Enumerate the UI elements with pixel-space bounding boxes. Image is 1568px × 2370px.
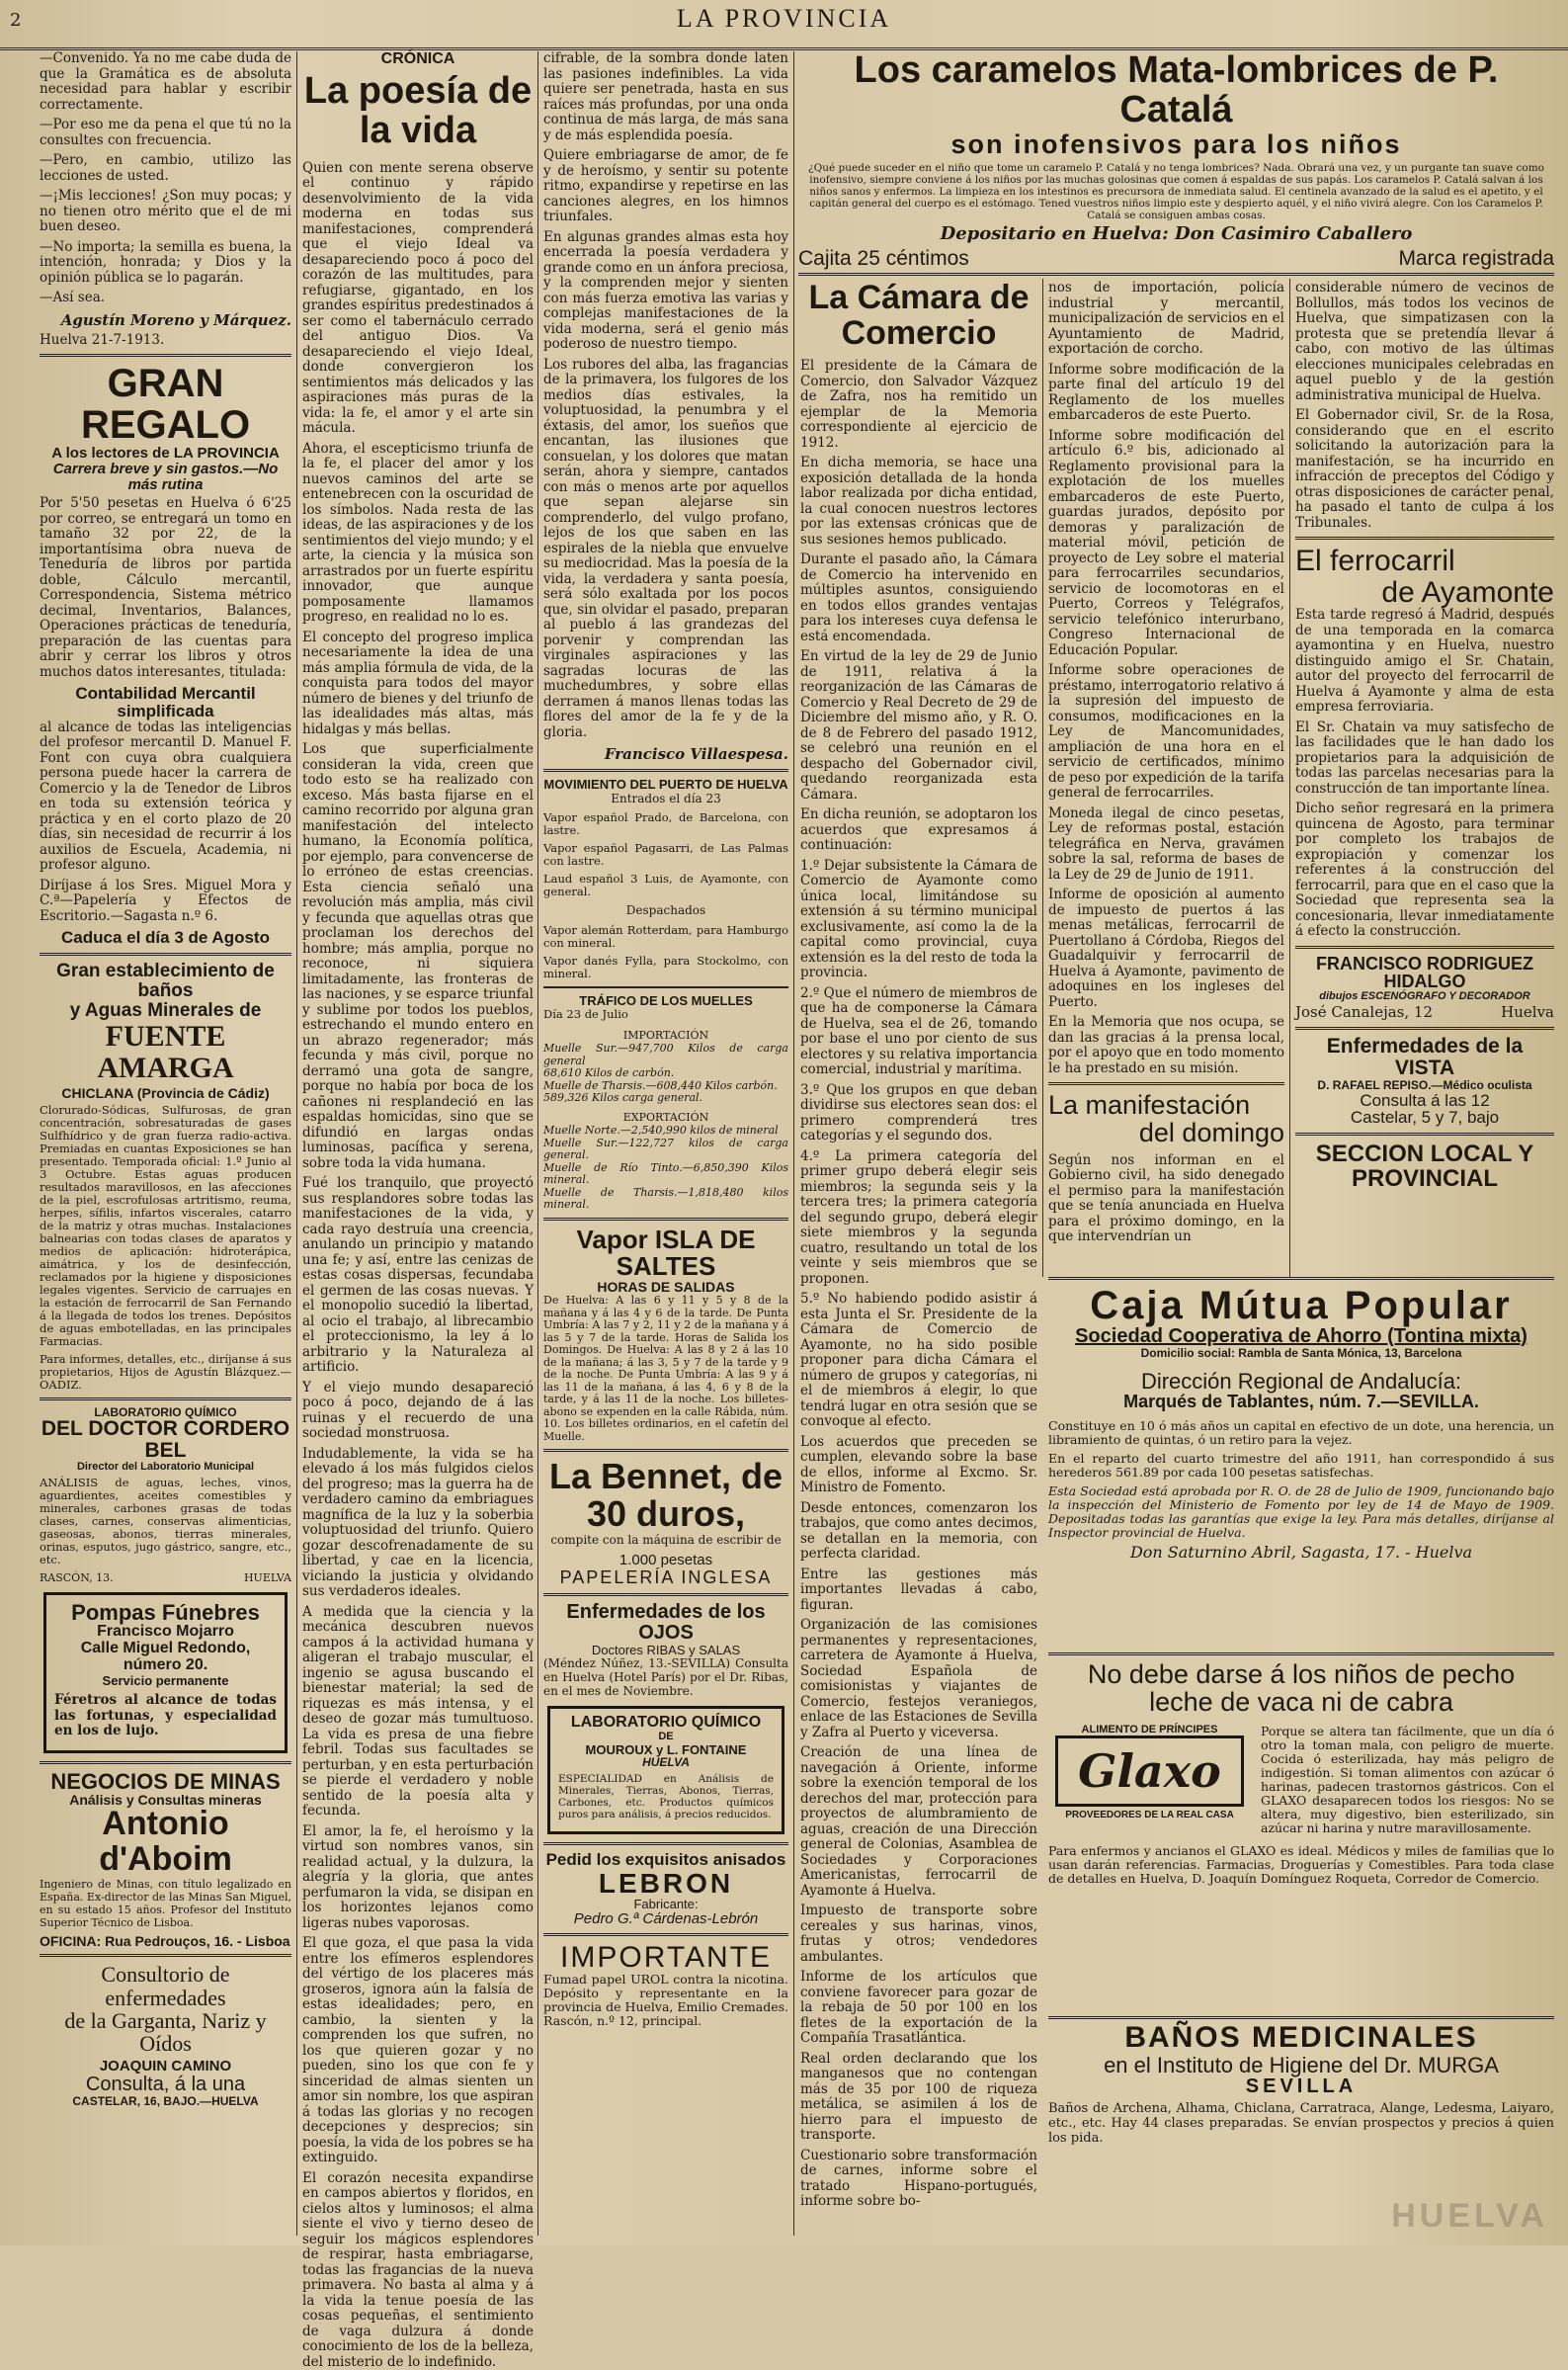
- ad-subtitle: en el Instituto de Higiene del Dr. MURGA: [1104, 2052, 1499, 2077]
- ad-title: NEGOCIOS DE MINAS: [50, 1768, 281, 1794]
- article-title: La poesía de la vida: [303, 69, 533, 151]
- paragraph: En dicha memoria, se hace una exposición detallada de la honda labor realizada por dicha entidad, la cual conocen nuestros lectores por las extensas crónicas que de sus sesiones hemos publicado.: [800, 455, 1037, 548]
- list-item: Vapor danés Fylla, para Stockolmo, con mineral.: [543, 953, 788, 980]
- ad-doctor: D. RAFAEL REPISO.—Médico oculista: [1317, 1077, 1532, 1092]
- divider: [1048, 2016, 1554, 2019]
- minas-ad: [40, 1770, 291, 1949]
- subsection-label: Despachados: [625, 903, 706, 918]
- list-item: Vapor alemán Rotterdam, para Hamburgo con mineral.: [543, 922, 788, 950]
- column-1: [40, 51, 291, 2236]
- divider: [1048, 1277, 1554, 1280]
- divider: [543, 1593, 788, 1596]
- glaxo-logo: Glaxo: [1055, 1735, 1244, 1807]
- ad-title: FRANCISCO RODRIGUEZ HIDALGO: [1316, 953, 1533, 992]
- ojos-ad: [543, 1602, 788, 1699]
- ad-body: ¿Qué puede suceder en el niño que tome un caramelo P. Catalá y no tenga lombrices? Nada. Obrará una vez, y un purgante tan suave como inofensivo, siempre conviene á los niños por las muchas golosinas que comen á espaldas de sus papás. Los caramelos P. Catalá salvan á los niños sanos y enfermos. La limpieza en los intestinos es precursora de inmediata salud. El centinela avanzado de la salud es el apetito, y el capitán general del cuerpo es el estómago. Tened vuestros niños limpio este y despierto aquél, y el niño vivirá alegre. Con los Caramelos P. Catalá se consiguen ambas cosas.: [807, 162, 1545, 222]
- ad-title: Enfermedades de los OJOS: [566, 1600, 766, 1644]
- column-rule: [793, 51, 794, 2236]
- column-2: [302, 50, 534, 2370]
- list-item: Muelle de Tharsis.—608,440 Kilos carbón.: [543, 1078, 778, 1092]
- ad-body: ANÁLISIS de aguas, leches, vinos, aguardientes, aceites comestibles y minerales, carbones grasas de todas clases, carnes, conservas alimenticias, gaseosas, abonos, tierras minerales, orinas, esputos, jugo gástrico, sangre, etc., etc.: [40, 1476, 291, 1567]
- divider: [543, 769, 788, 772]
- divider: [1048, 1652, 1554, 1655]
- paragraph: Informe sobre operaciones de préstamo, interrogatorio relativo á la supresión del impuesto de consumos, modificaciones en la Ley de Mancomunidades, ampliación de una hora en el servicio de certificados, mínimo de peso por expedición de la tarifa general de ferrocarriles.: [1048, 662, 1284, 801]
- ad-office: OFICINA: Rua Pedrouços, 16. - Lisboa: [40, 1932, 290, 1949]
- book-title: Contabilidad Mercantil simplificada: [75, 684, 256, 721]
- ad-subtitle: A los lectores de LA PROVINCIA: [51, 445, 280, 462]
- ad-shop: PAPELERÍA INGLESA: [559, 1566, 773, 1587]
- ad-label: ALIMENTO DE PRÍNCIPES: [1081, 1723, 1218, 1735]
- paragraph: Fué los tranquilo, que proyectó sus resplandores sobre todas las manifestaciones de la vida, y cada rayo destruía una creencia, anulando un principio y matando una fe; y así, entre las cenizas de estas cosas dispersas, fecundaba el germen de las cosas nuevas. Y el monopolio sucedió la libertad, al ocio el trabajo, al librecambio el proteccionismo, la ley á lo arbitrario y la Naturaleza al artificio.: [302, 1175, 534, 1376]
- ad-title: de la Garganta, Nariz y Oídos: [64, 2007, 267, 2056]
- ad-title: y Aguas Minerales de: [69, 1000, 262, 1022]
- ad-address: José Canalejas, 12: [1295, 1002, 1433, 1021]
- letter-line: —¡Mis lecciones! ¿Son muy pocas; y no tienen otro mérito que el de mi buen deseo.: [40, 188, 291, 234]
- ad-subtitle: son inofensivos para los niños: [950, 128, 1402, 159]
- ad-price: 1.000 pesetas: [619, 1552, 713, 1569]
- ad-title: Enfermedades de la VISTA: [1326, 1034, 1524, 1079]
- ad-price: Cajita 25 céntimos: [798, 246, 969, 270]
- column-rule: [1289, 279, 1290, 1277]
- ad-title: LABORATORIO QUÍMICO: [570, 1714, 762, 1732]
- article-signature: Francisco Villaespesa.: [604, 745, 788, 763]
- ad-body: ESPECIALIDAD en Análisis de Minerales, Tierras, Abonos, Tierras, Carbones, etc. Productos químicos puros para análisis, á precios reducidos.: [558, 1773, 774, 1821]
- list-item: Muelle Sur.—122,727 kilos de carga general.: [543, 1136, 788, 1162]
- paragraph: Informe sobre modificación de la parte final del artículo 19 del Reglamento de los muelles embarcaderos de este Puerto.: [1048, 361, 1284, 423]
- list-item: Vapor español Prado, de Barcelona, con lastre.: [543, 810, 788, 838]
- ad-body: Clorurado-Sódicas, Sulfurosas, de gran concentración, sobresaturadas de gases Sulfhídrico y de gran fuerza radio-activa. Premiadas en cuantas Exposiciones se han presentado. Temporada oficial: 1.º Junio al 3 Octubre. Estas aguas producen resultados maravillosos, en las afecciones de la piel, escrofulosas artritismo, reuma, herpes, sífilis, infartos viscerales, catarro de la matriz y otras muchas. Instalaciones balnearias con todas clases de aparatos y medios de aplicación: hidroterápica, aimátrica, y los de desinfección, reclamados por la higiene y disposiciones legales vigentes. Servicio de carruajes en la estación de ferrocarril de San Fernando á la llegada de todos los trenes. Depósitos de aguas embotelladas, en las principales Farmacias.: [40, 1102, 291, 1348]
- caja-mutua-ad: [1048, 1285, 1554, 1651]
- paragraph: Organización de las comisiones permanentes y representaciones, carretera de Ayamonte á Huelva, Sociedad Española de comisionistas y viajantes de Comercio, festejos veraniegos, enlace de las Estaciones de Sevilla y Zafra al Puerto y viceversa.: [800, 1617, 1037, 1740]
- divider: [1295, 946, 1554, 949]
- list-item: Muelle de Río Tinto.—6,850,390 Kilos mineral.: [543, 1160, 788, 1187]
- list-item: Muelle de Tharsis.—1,818,480 kilos mineral.: [543, 1185, 788, 1212]
- ad-owner: Francisco Mojarro: [97, 1623, 234, 1641]
- list-item: Muelle Sur.—947,700 Kilos de carga general: [543, 1042, 788, 1067]
- ad-body: Constituye en 10 ó más años un capital en efectivo de un dote, una herencia, un libramiento de quintas, ó un retiro para la vejez.: [1048, 1417, 1554, 1447]
- ad-body: De Huelva: A las 6 y 11 y 5 y 8 de la mañana y á las 4 y 6 de la tarde. De Punta Umbría: A las 7 y 2, 11 y 2 de la mañana y á las 5 y 7 de la tarde. Horas de Salida los Domingos. De Huelva: A las 8 y 2 á las 10 de la mañana; á las 3, 5 y 7 de la tarde y 9 de la noche. De Punta Umbría: A las 9 y á las 11 de la mañana, á las 4, 6 y 8 de la tarde, y á las 11 de la noche. Los billetes-abono se expenden en la calle Rábida, núm. 10. Los billetes ordinarios, en el cafetín del Muelle.: [543, 1294, 788, 1443]
- rodriguez-ad: [1295, 955, 1554, 1021]
- laboratorio-cordero-ad: [40, 1406, 291, 1584]
- letter-date: Huelva 21-7-1913.: [40, 331, 165, 348]
- ad-address: Calle Miguel Redondo, número 20.: [80, 1639, 251, 1673]
- ad-place: CHICLANA (Provincia de Cádiz): [61, 1085, 270, 1102]
- glaxo-ad: [1048, 1660, 1554, 2016]
- ad-hours: Consulta, á la una: [85, 2073, 246, 2095]
- fuente-amarga-ad: [40, 962, 291, 1392]
- paragraph: El corazón necesita expandirse en campos abiertos y floridos, en cielos altos y luminosos; el alma siente el vivo y tierno deseo de seguir los mágicos esplendores de respirar, hasta embriagarse, todas las fragancias de la nueva primavera. No basta al alma y á la vida la tenue poesía de las cosas pequeñas, el sentimiento de vaga dulzura á donde conocimiento de los de la belleza, del misterio de lo indefinido.: [302, 2169, 534, 2370]
- divider: [1295, 537, 1554, 540]
- ad-subtitle: Sociedad Cooperativa de Ahorro (Tontina mixta): [1075, 1325, 1527, 1347]
- paragraph: considerable número de vecinos de Bollullos, más todos los vecinos de Huelva, que simpatizasen con la protesta que se pretendía llevar á cabo, con motivo de las últimas elecciones municipales celebradas en aquel pueblo y de la gestión administrativa municipal de Huelva.: [1295, 280, 1554, 403]
- divider: [798, 273, 1554, 276]
- paragraph: Según nos informan en el Gobierno civil, ha sido denegado el permiso para la manifestación que se tenía anunciada en Huelva para el próximo domingo, en la que intervendrían un: [1048, 1151, 1284, 1245]
- ad-names: MOUROUX y L. FONTAINE: [585, 1741, 747, 1757]
- ad-title: DEL DOCTOR CORDERO BEL: [41, 1417, 290, 1463]
- paragraph: Quien con mente serena observe el continuo y rápido desenvolvimiento de la vida moderna en todas sus manifestaciones, comprenderá que el viejo Ideal va desapareciendo poco á poco del corazón de las multitudes, para refugiarse, gigantado, en los grandes espíritus predestinados á ser como el tabernáculo cerrado del antiguo Dios. Va desapareciendo el viejo Ideal, donde convergieron los sentimientos más delicados y las aspiraciones más puras de la vida: la fe, el amor y el arte sin mácula.: [302, 159, 534, 437]
- paragraph: El presidente de la Cámara de Comercio, don Salvador Vázquez de Zafra, nos ha remitido un ejemplar de la Memoria correspondiente al ejercicio de 1912.: [800, 358, 1037, 451]
- ad-title: Gran establecimiento de baños: [56, 961, 275, 1002]
- ad-body: (Méndez Núñez, 13.-SEVILLA) Consulta en Huelva (Hotel París) por el Dr. Ribas, en el mes de Noviembre.: [543, 1656, 788, 1699]
- column-4: [800, 281, 1037, 2238]
- ad-body: En el reparto del cuarto trimestre del año 1911, han correspondido á sus herederos 561.89 por cada 100 pesetas satisfechas.: [1048, 1450, 1554, 1480]
- column-5: [1048, 281, 1284, 1274]
- paragraph: Indudablemente, la vida se ha elevado á los más fulgidos cielos del progreso; mas la guerra ha de verdadero camino da embriagues magnífica de la luz y la soberbia voluptuosidad del triunfo. Quiero gozar descofrenadamente de su libertad, y cae en la licencia, viciando la justicia y olvidando sus verdaderos ideales.: [302, 1445, 534, 1600]
- divider: [543, 1933, 788, 1936]
- paragraph: Los que superficialmente consideran la vida, creen que todo esto se ha realizado con exceso. Más basta fijarse en el camino recorrido por alguna gran manifestación del intelecto humano, la Economía política, por ejemplo, para convencerse de lo erróneo de estas creencias. Esta ciencia señaló una revolución más amplia, más civil y fecunda que aquellas otras que proclaman los derechos del hombre; más amplia, porque no reconoce, ni siquiera limitadamente, las fronteras de las naciones, y se esparce triunfal y sublime por todos los pueblos, estrechando el mundo entero en un abrazo regenerador; más fecunda y más civil, porque no derramó una gota de sangre, porque no había por boca de los cañones ni resplandeció en las espaldas homicidas, sino que se difundió en largas ondas luminosas, pacífica y serena, sobre toda la vida humana.: [302, 741, 534, 1171]
- ad-doctor: JOAQUIN CAMINO: [99, 2057, 232, 2074]
- paragraph: Los rubores del alba, las fragancias de la primavera, los fulgores de los medios días estivales, la voluptuosidad, la penumbra y el éxtasis, del amor, los sueños que encantan, las ilusiones que consuelan, y los dolores que matan serán, ahora y siempre, cantados con más o menos arte por aquellos que sepan alejarse sin comprenderlo, del vulgo profano, lejos de los que saben en las espirales de la niebla que envuelve su mediocridad. Mas la poesía de la vida, la verdadera y santa poesía, será sólo exaltada por los pocos que, sin olvidar el pasado, preparan al pueblo á las grandezas del porvenir y comprendan las virginales aspiraciones y las sagradas locuras de las muchedumbres, y sobre ellas derramen á manos llenas todas las flores del amor de la fe y de la gloria.: [543, 356, 788, 740]
- paragraph: nos de importación, policía industrial y mercantil, municipalización de servicios en el Ayuntamiento de Madrid, exportación de corcho.: [1048, 280, 1284, 357]
- caramelos-ad: [798, 51, 1554, 271]
- ad-subtitle: compite con la máquina de escribir de: [550, 1532, 782, 1547]
- ad-title: Caja Mútua Popular: [1090, 1284, 1513, 1327]
- puerto-section: [543, 778, 788, 1212]
- ad-city: SEVILLA: [1245, 2074, 1358, 2097]
- ad-subtitle: Análisis y Consultas mineras: [69, 1791, 262, 1808]
- ad-body: Porque se altera tan fácilmente, que un día ó otro la toman mala, con peligro de muerte. Cocida ó esterilizada, hay más peligro de indigestión. Si toman alimentos con azúcar ó harinas, padecen trastornos gástricos. Con el GLAXO desaparecen todos los riesgos: No se altera, muy digestivo, bien esterilizado, sin azúcar ni harina y nutre maravillosamente.: [1261, 1723, 1554, 1835]
- paragraph: 2.º Que el número de miembros de que ha de componerse la Cámara de Huelva, sea el de 26, tomando por base el uno por ciento de sus electores y su relativa importancia comercial, industrial y marítima.: [800, 984, 1037, 1078]
- paragraph: Informe de los artículos que conviene favorecer para gozar de la rebaja de 50 por 100 en los fletes de la exportación de la Compañía Trasatlántica.: [800, 1969, 1037, 2047]
- list-item: 589,326 Kilos carga general.: [543, 1091, 703, 1105]
- paragraph: En virtud de la ley de 29 de Junio de 1911, relativa á la reorganización de las Cámaras de Comercio y Real Decreto de 29 de Diciembre del mismo año, y R. O. de 8 de Febrero del pasado 1912, se celebró una reunión en el despacho del Gobernador civil, quedando reorganizada esta Cámara.: [800, 648, 1037, 803]
- subsection-label: Entrados el día 23: [611, 791, 721, 805]
- paragraph: Entre las gestiones más importantes llevadas á cabo, figuran.: [800, 1566, 1037, 1613]
- paragraph: Real orden declarando que los manganesos que no contengan más de 35 por 100 de riqueza metálica, se asimilen á los de hierro para el impuesto de transporte.: [800, 2050, 1037, 2144]
- consultorio-ad: [40, 1963, 291, 2107]
- article-body: [302, 161, 534, 2370]
- ad-title: GRAN REGALO: [80, 362, 251, 447]
- paragraph: Los acuerdos que preceden se cumplen, elevando sobre la base de ellos, informe al Excmo. Sr. Ministro de Fomento.: [800, 1433, 1037, 1496]
- divider: [1295, 1133, 1554, 1136]
- column-rule: [1042, 279, 1043, 1277]
- ad-address: Castelar, 5 y 7, bajo: [1350, 1108, 1500, 1128]
- section-title: MOVIMIENTO DEL PUERTO DE HUELVA: [543, 777, 788, 792]
- letter-line: —Así sea.: [40, 290, 106, 305]
- ad-title: BAÑOS MEDICINALES: [1124, 2021, 1478, 2054]
- ad-domicilio: Domicilio social: Rambla de Santa Mónica, 13, Barcelona: [1140, 1346, 1462, 1360]
- ad-body: Baños de Archena, Alhama, Chiclana, Carratraca, Alange, Ledesma, Laiyaro, etc., etc. Hay 44 clases preparadas. Se envían prospectos y precios á quien los pida.: [1048, 2100, 1554, 2146]
- paragraph: 3.º Que los grupos en que deban dividirse sus electores sean dos: el primero comprenderá tres categorías y el segundo dos.: [800, 1081, 1037, 1144]
- section-label: CRÓNICA: [380, 50, 455, 67]
- paragraph: Cuestionario sobre transformación de carnes, informe sobre el tratado Hispano-portugués, informe sobre bo-: [800, 2147, 1037, 2210]
- lebron-ad: [543, 1851, 788, 1927]
- ad-de: DE: [658, 1731, 674, 1743]
- divider: [1295, 1027, 1554, 1030]
- library-stamp: HUELVA: [1391, 2197, 1548, 2235]
- paragraph: Moneda ilegal de cinco pesetas, Ley de reformas postal, estación telegráfica en Nerva, gravámen sobre la sal, reforma de bases de la Ley de 29 de Junio de 1911.: [1048, 804, 1284, 883]
- ad-contact: Diríjase á los Sres. Miguel Mora y C.ª—Papelería y Efectos de Escritorio.—Sagasta n.º 6.: [40, 877, 291, 924]
- ad-expiry: Caduca el día 3 de Agosto: [61, 928, 270, 948]
- ad-subtitle: HORAS DE SALIDAS: [597, 1279, 735, 1296]
- section-date: Día 23 de Julio: [543, 1007, 628, 1022]
- isla-saltes-ad: [543, 1224, 788, 1443]
- article-title: de Ayamonte: [1381, 575, 1554, 609]
- ad-depositario: Depositario en Huelva: Don Casimiro Caballero: [940, 223, 1413, 245]
- ad-title: Los caramelos Mata-lombrices de P. Catalá: [854, 49, 1499, 130]
- divider: [543, 986, 788, 988]
- divider: [40, 1761, 291, 1764]
- ad-name: Antonio d'Aboim: [99, 1805, 232, 1879]
- article-title: La Cámara de Comercio: [808, 279, 1030, 352]
- ad-trademark: Marca registrada: [1398, 246, 1554, 270]
- ad-title: Pompas Fúnebres: [71, 1600, 260, 1626]
- paragraph: En algunas grandes almas esta hoy encerrada la poesía verdadera y grande como en un ánfora preciosa, y la comprenden mejor y sienten con más fuerza emotiva las varias y complejas manifestaciones de la vida moderna, será el genio más poderoso de nuestro tiempo.: [543, 228, 788, 352]
- paragraph: El Gobernador civil, Sr. de la Rosa, considerando que en el escrito solicitando la autorización para la manifestación, se ha incurrido en infracción de preceptos del Código y otras disposiciones de carácter penal, ha pasado el tanto de culpa á los Tribunales.: [1295, 407, 1554, 531]
- ad-inspector: Don Saturnino Abril, Sagasta, 17. - Huelva: [1129, 1542, 1473, 1562]
- ad-body: Féretros al alcance de todas las fortunas, y especialidad en los de lujo.: [54, 1692, 277, 1739]
- letter-line: —Pero, en cambio, utilizo las lecciones de usted.: [40, 152, 291, 184]
- letter-line: —Por eso me da pena el que tú no la consultes con frecuencia.: [40, 117, 291, 148]
- ad-city: Huelva: [1501, 1002, 1554, 1021]
- ad-body: al alcance de todas las inteligencias del profesor mercantil D. Manuel F. Font con cuya obra cualquiera persona puede hacer la carrera de Comercio y la de Tenedor de Libros en toda su extensión teórica y práctica y en el corto plazo de 20 días, sin necesidad de recurrir á los auxilios de Escuela, Academia, ni profesor alguno.: [40, 719, 291, 874]
- paragraph: Creación de una línea de navegación á Oriente, informe sobre la exención temporal de los derechos del mar, protección para proyectos de alumbramiento de aguas, creación de una Dirección general de Colonias, Asamblea de Sociedades y Corporaciones Americanistas, ferrocarril de Ayamonte á Huelva.: [800, 1744, 1037, 1899]
- ad-body: Por 5'50 pesetas en Huelva ó 6'25 por correo, se entregará un tomo en tamaño 32 por 22, de la importantísima obra nueva de Teneduría de libros por partida doble, Cálculo mercantil, Correspondencia, Sistema métrico decimal, Inventarios, Balances, Operaciones prácticas de teneduría, preparación de las cuentas para abrir y cerrar los libros y otros muchos datos interesantes, titulada:: [40, 495, 291, 680]
- column-rule: [296, 51, 297, 2236]
- ad-doctors: Doctores RIBAS y SALAS: [591, 1642, 741, 1657]
- laboratorio-mouroux-ad: [547, 1706, 784, 1834]
- article-title: El ferrocarril: [1295, 545, 1455, 577]
- ad-body: Fumad papel UROL contra la nicotina. Depósito y representante en la provincia de Huelva, Emilio Cremades. Rascón, n.º 12, principal.: [543, 1972, 788, 2029]
- paragraph: En dicha reunión, se adoptaron los acuerdos que expresamos á continuación:: [800, 806, 1037, 854]
- newspaper-title: LA PROVINCIA: [676, 4, 892, 33]
- paragraph: El concepto del progreso implica necesariamente la idea de una más amplia fórmula de vida, de la conquista para todos del mayor número de bienes y del triunfo de las idealidades más altas, más hidalgas y más bellas.: [302, 629, 534, 737]
- paragraph: Y el viejo mundo desapareció poco á poco, dejando de á las ruinas y el recuerdo de una sociedad monstruosa.: [302, 1379, 534, 1442]
- ad-brand: LEBRON: [598, 1867, 734, 1899]
- paragraph: Ahora, el escepticismo triunfa de la fe, el placer del amor y los nuevos caminos del arte se entenebrecen con la oscuridad de los símbolos. Nada resta de las ideas, de las aspiraciones y de los sentimientos del viejo mundo; y el arte, la ciencia y la música son arrastrados por un fuerte espíritu innovador, que aunque pomposamente llamamos progreso, en realidad no lo es.: [302, 440, 534, 626]
- divider: [40, 354, 291, 357]
- paragraph: Desde entonces, comenzaron los trabajos, que como antes decimos, se detallan en la memoria, con perfecta claridad.: [800, 1499, 1037, 1563]
- ad-body: Ingeniero de Minas, con título legalizado en España. Ex-director de las Minas San Miguel, en su estado 15 años. Profesor del Instituto Superior Técnico de Lisboa.: [40, 1877, 291, 1929]
- column-rule: [537, 51, 538, 2236]
- ad-service: Servicio permanente: [102, 1672, 229, 1688]
- divider: [543, 1218, 788, 1221]
- divider: [40, 953, 291, 956]
- ad-title: Vapor ISLA DE SALTES: [576, 1224, 756, 1282]
- importante-ad: [543, 1942, 788, 2029]
- paragraph: El Sr. Chatain va muy satisfecho de las facilidades que le han dado los propietarios para la adquisición de todas las parcelas necesarias para la construcción de tan importante línea.: [1295, 719, 1554, 797]
- list-item: Laud español 3 Luis, de Ayamonte, con general.: [543, 872, 788, 899]
- subsection-label: IMPORTACIÓN: [622, 1028, 709, 1042]
- ad-subtitle: Carrera breve y sin gastos.—No más rutina: [52, 460, 279, 493]
- ad-label: Fabricante:: [633, 1897, 699, 1912]
- ad-title: No debe darse á los niños de pecho: [1087, 1659, 1516, 1689]
- paragraph: Informe de oposición al aumento de impuesto de puertos á las menas metálicas, ferrocarril de Puertollano á Córdoba, Riegos del Guadalquivir y ferrocarril de Huelva á Ayamonte, pavimento de adoquines en los ingleses del Puerto.: [1048, 887, 1284, 1010]
- paragraph: Dicho señor regresará en la primera quincena de Agosto, para terminar por completo los trabajos de expropiación y comenzar los referentes á la construcción del ferrocarril, para que en el caso que la Sociedad que representa sea la concesionaria, llevar inmediatamente á efecto la construcción.: [1295, 801, 1554, 939]
- paragraph: 4.º La primera categoría del primer grupo deberá elegir seis miembros; la segunda seis y la tercera tres; la primera categoría del segundo grupo, deberá elegir siete miembros y la segunda cuatro, resultando un total de los veinte y seis miembros que se proponen.: [800, 1147, 1037, 1287]
- ad-body: Para enfermos y ancianos el GLAXO es ideal. Médicos y miles de familias que lo usan darán referencias. Farmacias, Droguerías y Comestibles. Para toda clase de detalles en Huelva, D. Joaquín Domínguez Roqueta, Corredor de Comercio.: [1048, 1842, 1554, 1886]
- paragraph: El que goza, el que pasa la vida entre los efímeros esplendores del vértigo de los placeres más groseros, ignora aún la falsía de estas idealidades; pero, en cambio, la sienten y la comprenden los que sufren, no los que quieren gozar y no pueden, sino los que con fe y sinceridad de almas sienten un amor sin nombre, los que aspiran á todas las glorias y no recogen decepciones y desprecios; sin poesía, la vida de los pobres se ha extinguido.: [302, 1935, 534, 2166]
- ad-title: leche de vaca ni de cabra: [1149, 1687, 1453, 1718]
- column-6: [1295, 281, 1554, 1274]
- subsection-label: EXPORTACIÓN: [622, 1110, 709, 1124]
- gran-regalo-ad: [40, 363, 291, 947]
- paragraph: 5.º No habiendo podido asistir á esta Junta el Sr. Presidente de la Cámara de Comercio de Ayamonte, no ha sido posible proponer para dicha Cámara el número de grupos y categorías, ni el de miembros á elegir, lo que tendrá lugar en otra sesión que se convoque al efecto.: [800, 1291, 1037, 1430]
- ad-region: Dirección Regional de Andalucía:: [1140, 1368, 1462, 1394]
- ad-trade: dibujos ESCENÓGRAFO Y DECORADOR: [1319, 990, 1530, 1003]
- vista-ad: [1295, 1036, 1554, 1127]
- ad-hours: Consulta á las 12: [1360, 1090, 1490, 1110]
- ad-body: Esta Sociedad está aprobada por R. O. de 28 de Julio de 1909, funcionando bajo la inspección del Ministerio de Fomento por ley de 14 de Mayo de 1909. Depositadas todas las garantías que exige la ley. Para más detalles, diríjanse al Inspector provincial de Huelva.: [1048, 1482, 1554, 1540]
- column-3: [543, 51, 788, 2236]
- letter-line: —Convenido. Ya no me cabe duda de que la Gramática es de absoluta necesidad para hablar y escribir correctamente.: [40, 50, 291, 113]
- paragraph: Durante el pasado año, la Cámara de Comercio ha intervenido en múltiples asuntos, consiguiendo en todos ellos grandes ventajas para los intereses cuya defensa le está encomendada.: [800, 551, 1037, 644]
- paragraph: Impuesto de transporte sobre cereales y sus harinas, vinos, frutas y otros; vendedores ambulantes.: [800, 1903, 1037, 1965]
- ad-title: IMPORTANTE: [560, 1940, 772, 1974]
- ad-address: Marqués de Tablantes, núm. 7.—SEVILLA.: [1123, 1391, 1479, 1411]
- ad-title: Consultorio de enfermedades: [101, 1962, 230, 2010]
- paragraph: cifrable, de la sombra donde laten las pasiones indefinibles. La vida quiere ser penetrada, hasta en sus raíces más profundas, por una onda continua de más larga, de más sana y de más esplendida poesía.: [543, 50, 788, 143]
- paragraph: Quiere embriagarse de amor, de fe y de heroísmo, y sentir su potente ritmo, expandirse y repetirse en las canciones alegres, en los himnos triunfales.: [543, 147, 788, 224]
- ad-city: HUELVA: [243, 1571, 291, 1585]
- divider: [543, 1842, 788, 1845]
- list-item: Muelle Norte.—2,540,990 kilos de mineral: [543, 1124, 779, 1138]
- letter-line: —No importa; la semilla es buena, la intención, honrada; y Dios y la opinión pública se lo pagarán.: [40, 238, 291, 286]
- paragraph: El amor, la fe, el heroísmo y la virtud son nombres vanos, sin realidad actual, y la dulzura, la alegría y la gloria, que antes perfumaron la vida, se disipan en los horizontes lejanos como ligeras nubes vaporosas.: [302, 1822, 534, 1931]
- pompas-funebres-ad: [43, 1592, 288, 1753]
- paragraph: A medida que la ciencia y la mecánica descubren nuevos campos á la actividad humana y aligeran el trabajo muscular, el ingenio se agusa buscando el bienestar material; la sed de riquezas es más intensa, y el deseo de gozar más tumultuoso. La vida es presa de una fiebre febril. Todas sus facultades se perturban, y en esta perturbación se pierde el verdadero y noble sentido de la poesía alta y fecunda.: [302, 1603, 534, 1820]
- page-number: 2: [10, 10, 22, 31]
- article-title: La manifestación: [1048, 1090, 1251, 1120]
- ad-footer: Para informes, detalles, etc., diríjanse á sus propietarios, Hijos de Agustín Blázquez.—OADIZ.: [40, 1351, 291, 1392]
- ad-subtitle: Director del Laboratorio Municipal: [76, 1461, 255, 1474]
- ad-title: La Bennet, de 30 duros,: [548, 1456, 784, 1534]
- paragraph: Esta tarde regresó á Madrid, después de una temporada en la comarca ayamontina y en Huelva, nuestro distinguido amigo el Sr. Chatain, autor del proyecto del ferrocarril de Huelva á Ayamonte y alma de esta empresa ferroviaria.: [1295, 607, 1554, 715]
- ad-label: LABORATORIO QUÍMICO: [94, 1404, 237, 1419]
- divider: [543, 1449, 788, 1452]
- page-header: [0, 0, 1568, 50]
- list-item: Vapor español Pagasarri, de Las Palmas con lastre.: [543, 841, 788, 869]
- ad-label: PROVEEDORES DE LA REAL CASA: [1065, 1810, 1234, 1821]
- ad-city: HUELVA: [642, 1755, 690, 1770]
- ad-address: CASTELAR, 16, BAJO.—HUELVA: [72, 2093, 259, 2108]
- section-title: TRÁFICO DE LOS MUELLES: [579, 992, 753, 1008]
- letter-signature: Agustín Moreno y Márquez.: [60, 310, 291, 329]
- divider: [40, 1397, 291, 1400]
- ad-title: Pedid los exquisitos anisados: [545, 1850, 786, 1870]
- ad-title: FUENTE AMARGA: [97, 1020, 234, 1084]
- paragraph: 1.º Dejar subsistente la Cámara de Comercio de Ayamonte como única local, limitándose su extensión á su término municipal exclusivamente, así como la de la capital como provincial, cuya extensión es la del resto de toda la provincia.: [800, 857, 1037, 981]
- divider: [1048, 1082, 1284, 1085]
- ad-address: RASCÓN, 13.: [40, 1571, 114, 1585]
- ad-name: Pedro G.ª Cárdenas-Lebrón: [573, 1909, 759, 1927]
- paragraph: En la Memoria que nos ocupa, se dan las gracias á la prensa local, por el apoyo que en todo momento le ha prestado en su misión.: [1048, 1014, 1284, 1076]
- paragraph: Informe sobre modificación del artículo 6.º bis, adicionado al Reglamento provisional para la explotación de los muelles embarcaderos de este Puerto, guardas jurados, depósito por demoras y paralización de material móvil, petición de proyecto de Ley sobre el material para ferrocarriles secundarios, servicio de locomotoras en el Puerto, Correos y Telégrafos, servicio telefónico interurbano, Congreso Internacional de Educación Popular.: [1048, 427, 1284, 658]
- list-item: 68,610 Kilos de carbón.: [543, 1066, 675, 1080]
- section-heading: SECCION LOCAL Y PROVINCIAL: [1315, 1141, 1534, 1193]
- article-title: del domingo: [1138, 1118, 1284, 1148]
- divider: [40, 1954, 291, 1957]
- bennet-ad: [543, 1458, 788, 1587]
